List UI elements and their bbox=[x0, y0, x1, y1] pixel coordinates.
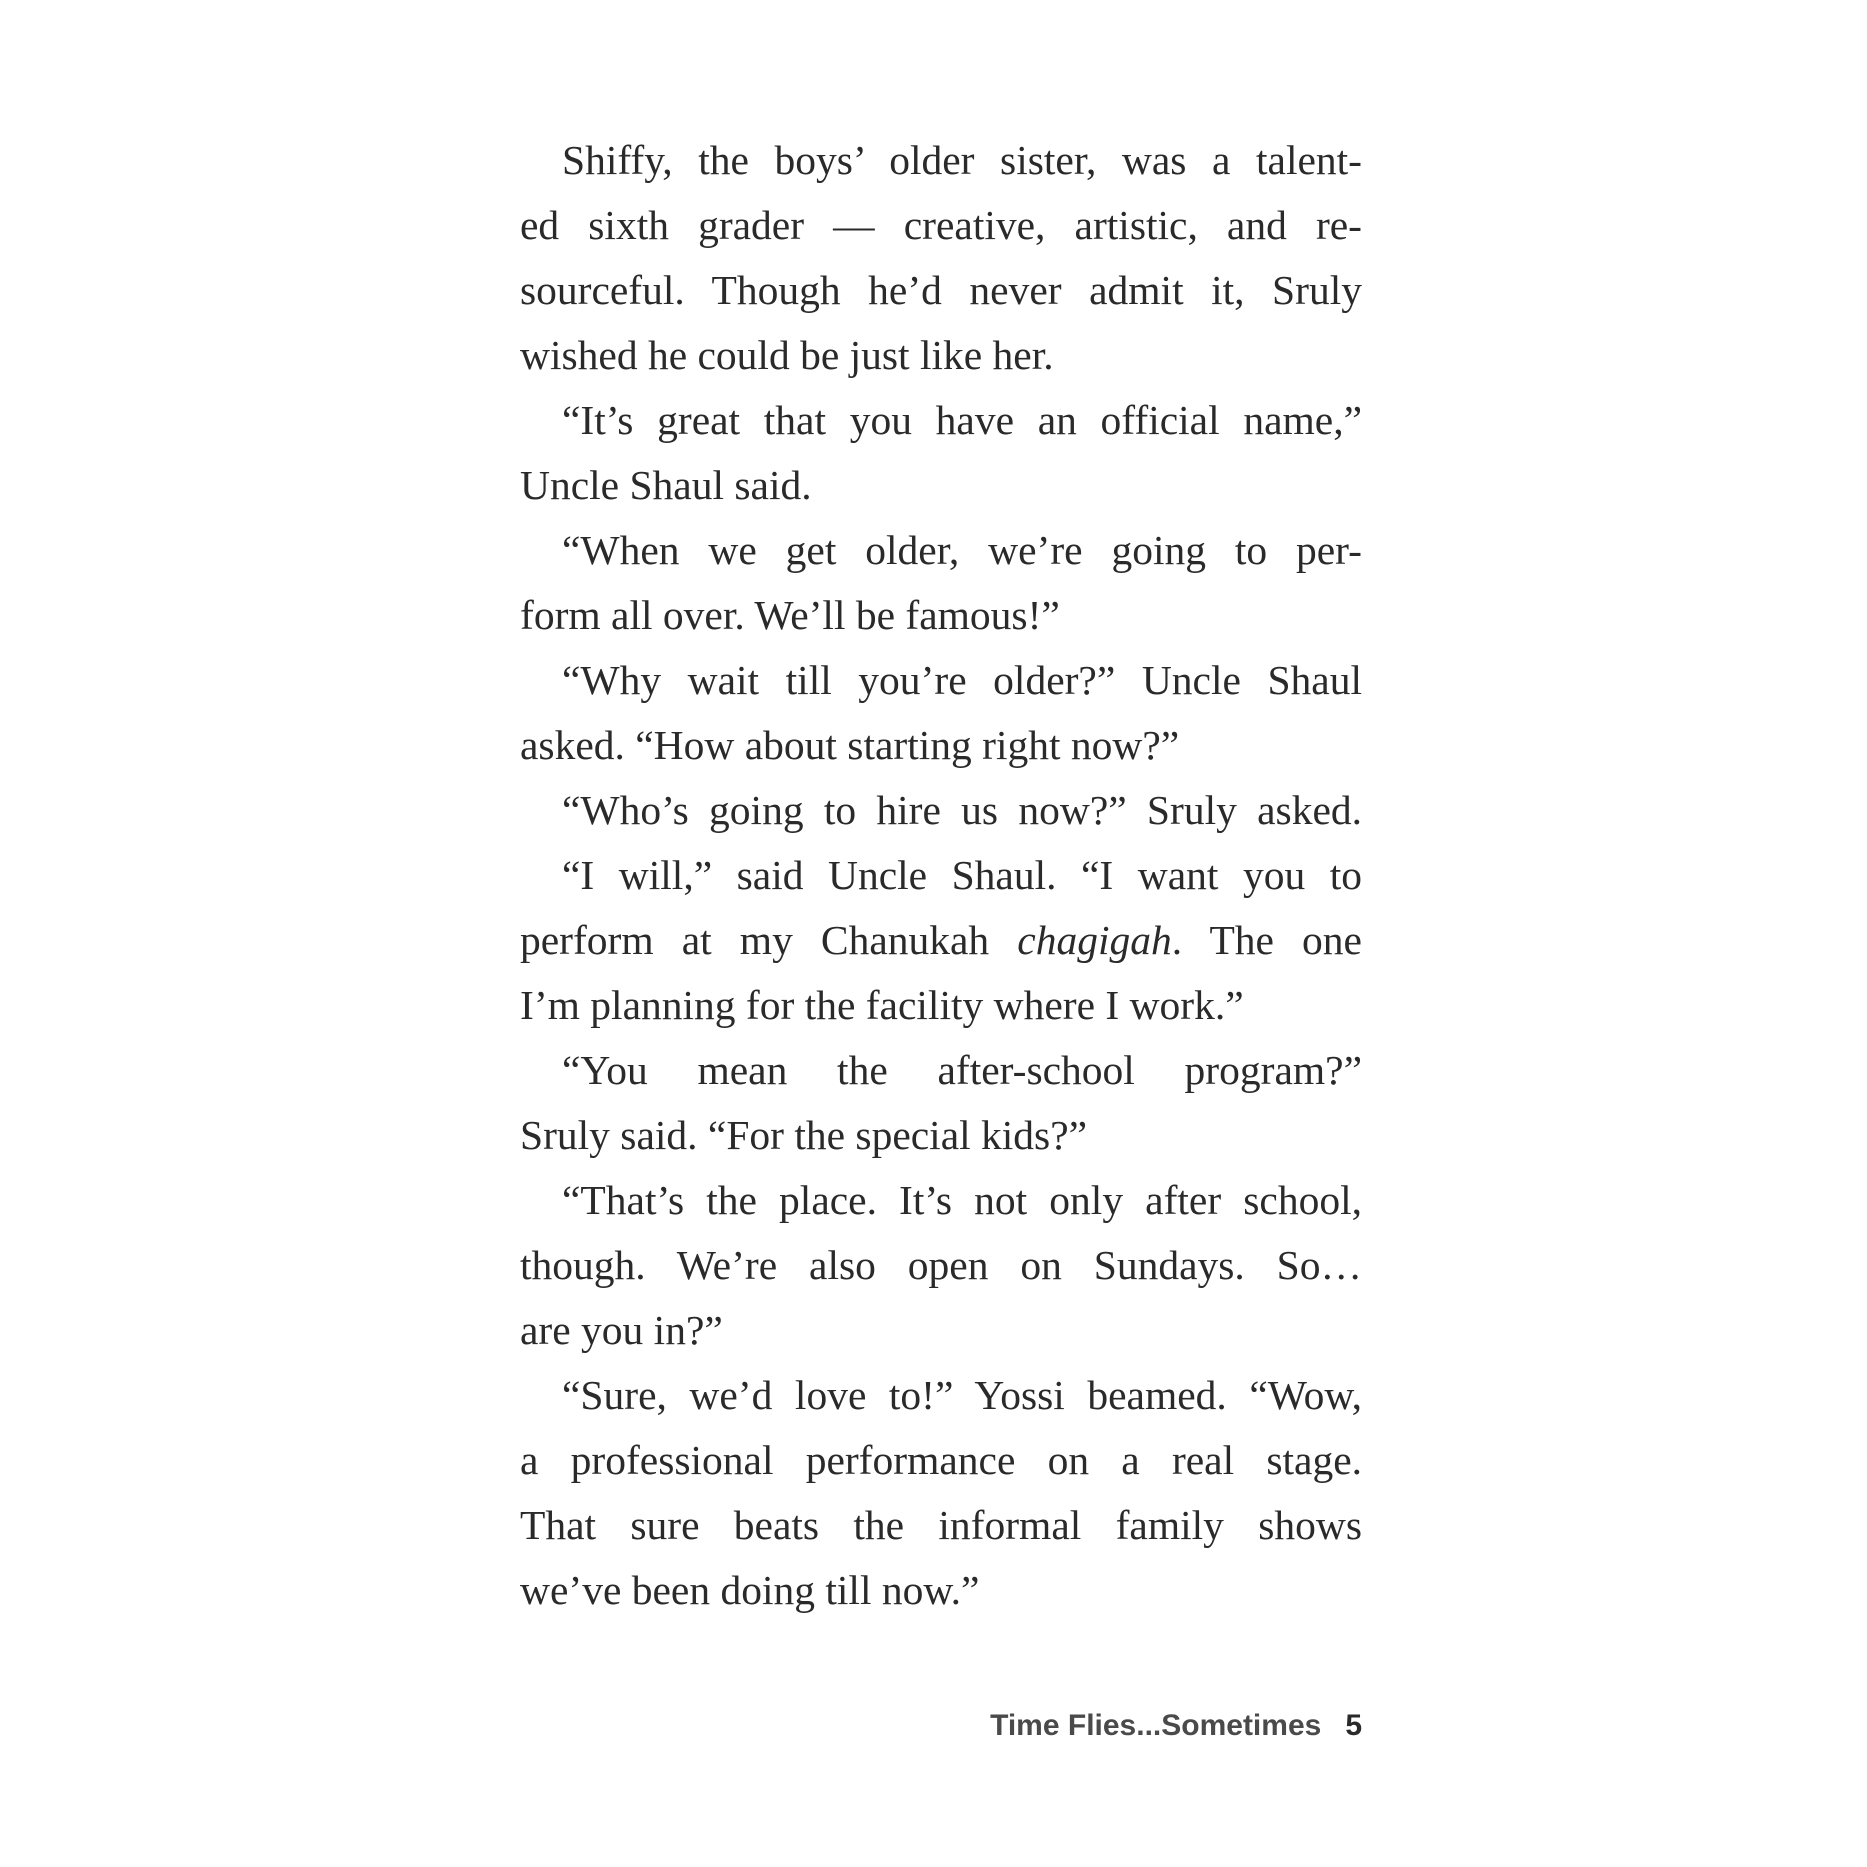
text-line: “Why wait till you’re older?” Uncle Shaul bbox=[562, 657, 1362, 703]
page-footer bbox=[520, 1706, 1362, 1746]
text-line: I’m planning for the facility where I work.” bbox=[520, 982, 1244, 1028]
text-line: asked. “How about starting right now?” bbox=[520, 722, 1180, 768]
text-line: That sure beats the informal family shows bbox=[520, 1502, 1362, 1548]
text-line: form all over. We’ll be famous!” bbox=[520, 592, 1060, 638]
text-line: “It’s great that you have an official name,” bbox=[562, 397, 1362, 443]
text-line-with-italic: perform at my Chanukah chagigah. The one bbox=[520, 917, 1362, 963]
text-line: “When we get older, we’re going to per- bbox=[562, 527, 1362, 573]
text-line: Shiffy, the boys’ older sister, was a talent- bbox=[562, 137, 1362, 183]
running-title: Time Flies...Sometimes bbox=[990, 1709, 1322, 1742]
text-line: we’ve been doing till now.” bbox=[520, 1567, 980, 1613]
text-line: ed sixth grader — creative, artistic, and re- bbox=[520, 202, 1362, 248]
text-line: “That’s the place. It’s not only after school, bbox=[562, 1177, 1362, 1223]
text-line: “You mean the after-school program?” bbox=[562, 1047, 1362, 1093]
text-line: are you in?” bbox=[520, 1307, 723, 1353]
text-line: “Who’s going to hire us now?” Sruly asked. bbox=[562, 787, 1362, 833]
text-line: though. We’re also open on Sundays. So… bbox=[520, 1242, 1362, 1288]
page-number: 5 bbox=[1345, 1709, 1362, 1742]
text-line: “Sure, we’d love to!” Yossi beamed. “Wow, bbox=[562, 1372, 1362, 1418]
text-line: a professional performance on a real stage. bbox=[520, 1437, 1362, 1483]
text-line: Sruly said. “For the special kids?” bbox=[520, 1112, 1088, 1158]
book-page-text bbox=[520, 128, 1362, 1623]
text-line: wished he could be just like her. bbox=[520, 332, 1054, 378]
text-line: sourceful. Though he’d never admit it, Sruly bbox=[520, 267, 1362, 313]
italic-word: chagigah bbox=[1017, 917, 1172, 963]
text-line: “I will,” said Uncle Shaul. “I want you to bbox=[562, 852, 1362, 898]
text-line: Uncle Shaul said. bbox=[520, 462, 812, 508]
